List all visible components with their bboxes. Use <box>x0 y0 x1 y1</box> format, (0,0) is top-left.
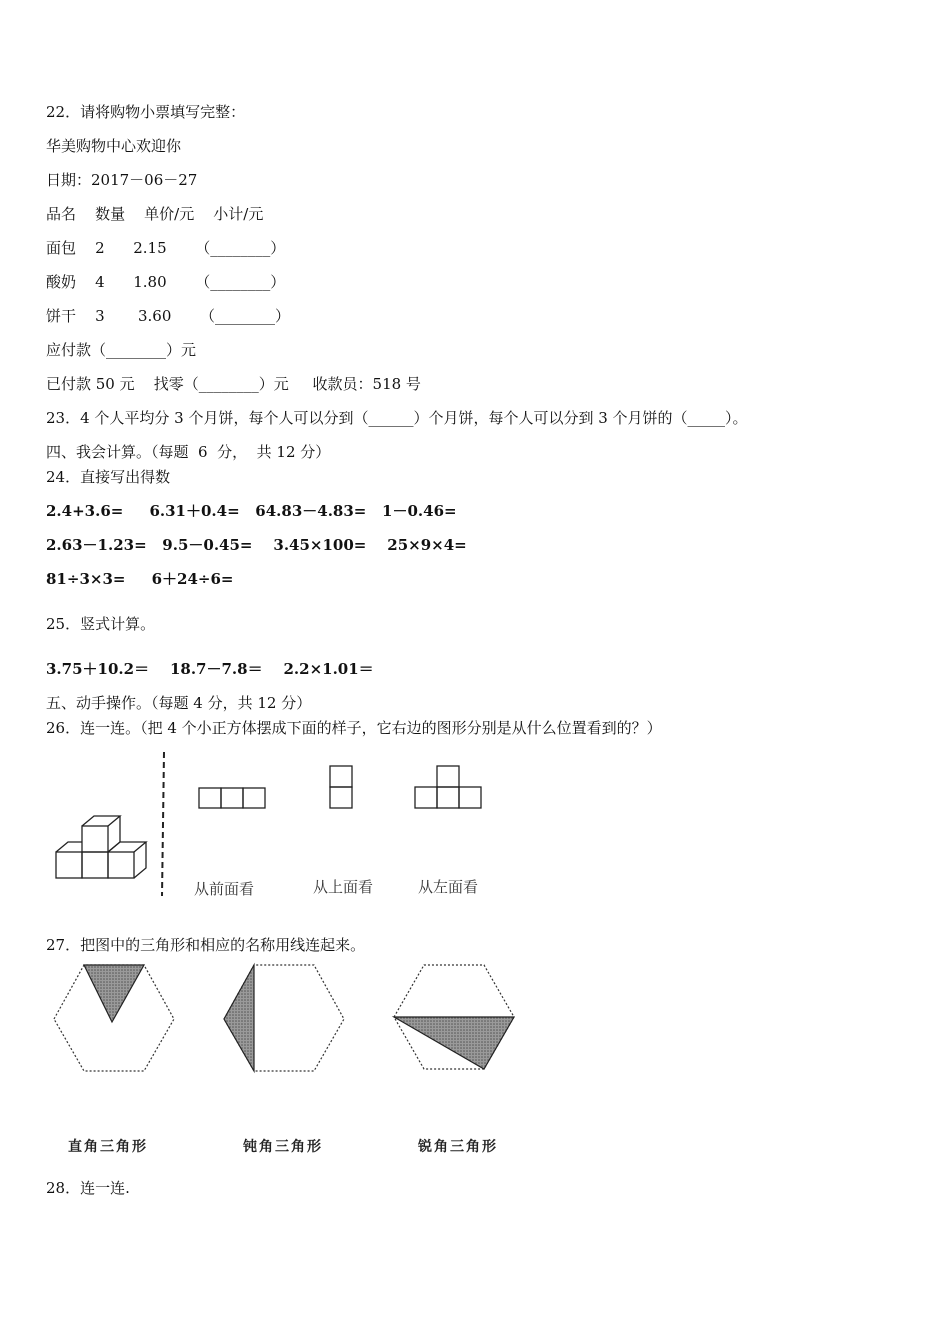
top-view-shape <box>330 766 352 808</box>
q22-paid: 已付款 50 元 找零（________）元 收款员：518 号 <box>46 375 421 393</box>
q22-row-yogurt: 酸奶 4 1.80 （________） <box>46 273 286 291</box>
q23-text: 23．4 个人平均分 3 个月饼，每个人可以分到（______）个月饼，每个人可以分到 3 个月饼的（_____）。 <box>46 409 748 427</box>
obtuse-triangle-shaded <box>224 965 254 1071</box>
q24-row2: 2.63－1.23= 9.5－0.45= 3.45×100= 25×9×4= <box>46 536 467 554</box>
hexagon-3 <box>394 965 514 1069</box>
label-acute-triangle: 锐角三角形 <box>418 1139 498 1155</box>
q22-row-bread: 面包 2 2.15 （________） <box>46 239 286 257</box>
q24-title: 24．直接写出得数 <box>46 468 171 486</box>
section4-heading: 四、我会计算。（每题 6 分， 共 12 分） <box>46 443 331 461</box>
acute-triangle-shaded <box>84 965 144 1022</box>
right-triangle-shaded <box>394 1017 514 1069</box>
q26-title: 26．连一连。（把 4 个小正方体摆成下面的样子，它右边的图形分别是从什么位置看到的？） <box>46 719 662 737</box>
q27-figure <box>46 960 526 1080</box>
q22-header: 品名 数量 单价/元 小计/元 <box>46 205 264 223</box>
hexagon-1 <box>54 965 174 1071</box>
hexagon-2 <box>224 965 344 1071</box>
q22-date: 日期：2017－06－27 <box>46 171 198 189</box>
q22-payable: 应付款（________）元 <box>46 341 197 359</box>
q22-title: 22．请将购物小票填写完整： <box>46 103 246 121</box>
left-view-shape <box>415 766 481 808</box>
q24-row1: 2.4+3.6= 6.31＋0.4= 64.83－4.83= 1－0.46= <box>46 502 457 520</box>
q22-row-biscuit: 饼干 3 3.60 （________） <box>46 307 290 325</box>
q24-row3: 81÷3×3= 6＋24÷6= <box>46 570 234 588</box>
section5-heading: 五、动手操作。（每题 4 分，共 12 分） <box>46 694 312 712</box>
q22-store: 华美购物中心欢迎你 <box>46 137 182 155</box>
cube-stack-drawing <box>56 816 146 878</box>
q27-title: 27．把图中的三角形和相应的名称用线连起来。 <box>46 936 366 954</box>
label-front-view: 从前面看 <box>194 880 255 898</box>
label-right-triangle: 直角三角形 <box>68 1139 148 1155</box>
q25-row1: 3.75＋10.2＝ 18.7－7.8＝ 2.2×1.01＝ <box>46 660 374 678</box>
label-left-view: 从左面看 <box>418 878 479 896</box>
dashed-divider <box>162 752 164 896</box>
q28-title: 28．连一连. <box>46 1179 130 1197</box>
q25-title: 25．竖式计算。 <box>46 615 156 633</box>
front-view-shape <box>199 788 265 808</box>
label-top-view: 从上面看 <box>313 878 374 896</box>
label-obtuse-triangle: 钝角三角形 <box>243 1139 323 1155</box>
